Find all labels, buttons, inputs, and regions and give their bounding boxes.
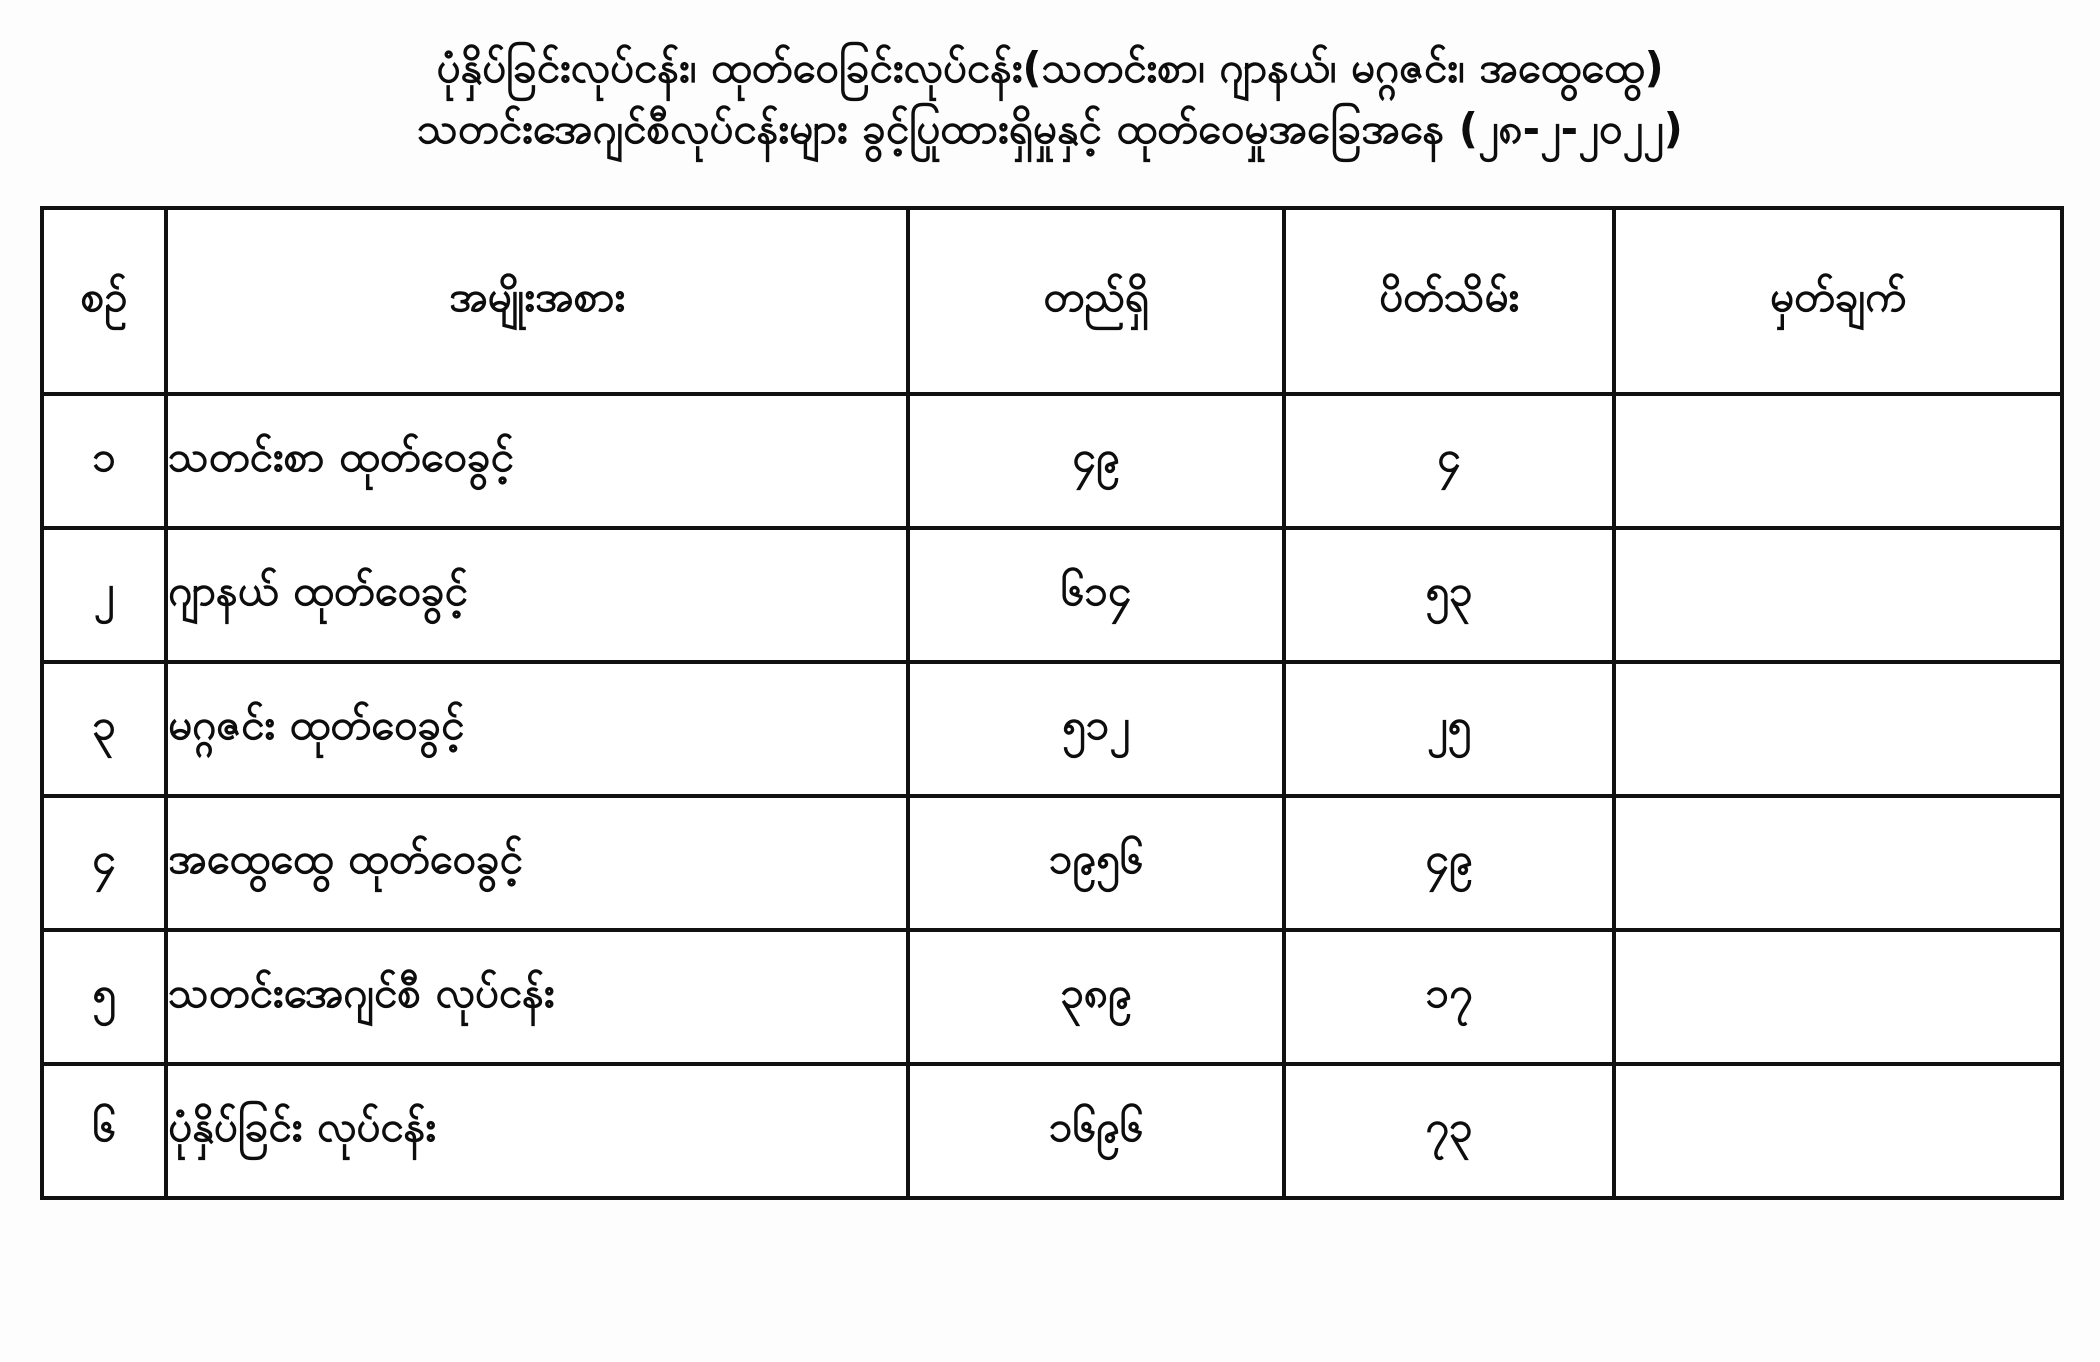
cell-closed: ၄၉ <box>1284 796 1614 930</box>
cell-type: သတင်းအေဂျင်စီ လုပ်ငန်း <box>166 930 908 1064</box>
table-header-row <box>42 208 2062 394</box>
cell-type: မဂ္ဂဇင်း ထုတ်ဝေခွင့် <box>166 662 908 796</box>
column-header-note: မှတ်ချက် <box>1614 208 2062 394</box>
cell-note <box>1614 796 2062 930</box>
cell-no: ၁ <box>42 394 166 528</box>
cell-existing: ၁၆၉၆ <box>908 1064 1284 1198</box>
cell-no: ၅ <box>42 930 166 1064</box>
table-row <box>42 528 2062 662</box>
table-row <box>42 930 2062 1064</box>
title-line-2: သတင်းအေဂျင်စီလုပ်ငန်းများ ခွင့်ပြုထားရှိမှုနှင့် ထုတ်ဝေမှုအခြေအနေ (၂၈-၂-၂၀၂၂) <box>417 103 1683 153</box>
cell-closed: ၄ <box>1284 394 1614 528</box>
cell-existing: ၁၉၅၆ <box>908 796 1284 930</box>
cell-existing: ၄၉ <box>908 394 1284 528</box>
cell-closed: ၁၇ <box>1284 930 1614 1064</box>
cell-existing: ၆၁၄ <box>908 528 1284 662</box>
table-row <box>42 1064 2062 1198</box>
title-line-1: ပုံနှိပ်ခြင်းလုပ်ငန်း၊ ထုတ်ဝေခြင်းလုပ်ငန်း(သတင်းစာ၊ ဂျာနယ်၊ မဂ္ဂဇင်း၊ အထွေထွေ) <box>436 43 1664 92</box>
column-header-type: အမျိုးအစား <box>166 208 908 394</box>
cell-existing: ၅၁၂ <box>908 662 1284 796</box>
cell-closed: ၅၃ <box>1284 528 1614 662</box>
column-header-no: စဉ် <box>42 208 166 394</box>
document-title <box>0 0 2100 160</box>
cell-closed: ၂၅ <box>1284 662 1614 796</box>
cell-type: အထွေထွေ ထုတ်ဝေခွင့် <box>166 796 908 930</box>
publication-statistics-table <box>40 206 2064 1200</box>
cell-no: ၄ <box>42 796 166 930</box>
cell-no: ၃ <box>42 662 166 796</box>
table-row <box>42 394 2062 528</box>
cell-note <box>1614 1064 2062 1198</box>
cell-note <box>1614 662 2062 796</box>
cell-no: ၆ <box>42 1064 166 1198</box>
cell-type: ပုံနှိပ်ခြင်း လုပ်ငန်း <box>166 1064 908 1198</box>
cell-existing: ၃၈၉ <box>908 930 1284 1064</box>
column-header-closed: ပိတ်သိမ်း <box>1284 208 1614 394</box>
column-header-existing: တည်ရှိ <box>908 208 1284 394</box>
table-row <box>42 796 2062 930</box>
cell-note <box>1614 930 2062 1064</box>
cell-note <box>1614 394 2062 528</box>
cell-closed: ၇၃ <box>1284 1064 1614 1198</box>
table-row <box>42 662 2062 796</box>
cell-note <box>1614 528 2062 662</box>
table-container <box>40 206 2060 1200</box>
cell-no: ၂ <box>42 528 166 662</box>
cell-type: သတင်းစာ ထုတ်ဝေခွင့် <box>166 394 908 528</box>
cell-type: ဂျာနယ် ထုတ်ဝေခွင့် <box>166 528 908 662</box>
